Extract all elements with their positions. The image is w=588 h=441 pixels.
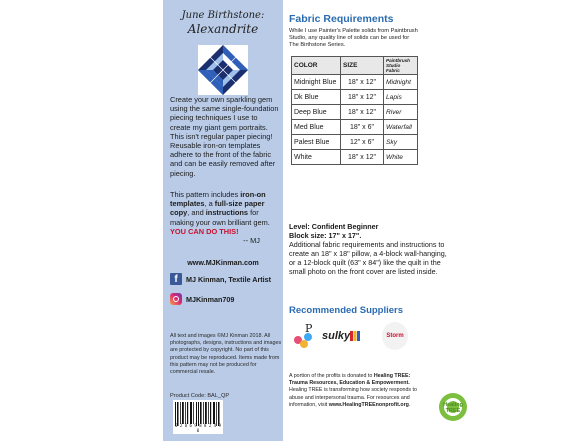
- instagram-link[interactable]: [170, 293, 234, 305]
- cell-color: White: [292, 150, 341, 165]
- iron-on-text: iron-on templates: [170, 190, 266, 209]
- pattern-includes-paragraph: [170, 190, 280, 245]
- cell-fabric: White: [384, 150, 418, 165]
- donation-body: Healing TREE is transforming how society responds to abuse and interpersonal trauma. For resources and information, visit: [289, 387, 417, 408]
- cell-color: Med Blue: [292, 120, 341, 135]
- instructions-text: instructions: [205, 208, 249, 218]
- intro-paragraph: Create your own sparkling gem using the same single-foundation piecing techniques I use to create my giant gem portraits. This isn't regular paper piecing! Reusable iron-on templates adhere to the front of the fabric and can be easily removed after piecing.: [170, 95, 279, 178]
- cell-color: Midnight Blue: [292, 75, 341, 90]
- level-text: Level: Confident Beginner: [289, 222, 379, 231]
- sulky-label: sulky: [322, 330, 351, 342]
- donation-text: [289, 373, 424, 409]
- donation-url[interactable]: www.HealingTREEnonprofit.org: [328, 401, 409, 408]
- level-block: [289, 222, 449, 276]
- cell-fabric: Sky: [384, 135, 418, 150]
- copyright-text: All text and images ©MJ Kinman 2018. All photographs, designs, instructions and images are protected by copyright. No part of this product may be reproduced. Items made from this pattern may not be produced for commercial resale.: [170, 333, 282, 376]
- storm-label: Storm: [386, 333, 404, 339]
- cell-fabric: Lapis: [384, 90, 418, 105]
- suppliers-title: Recommended Suppliers: [289, 305, 404, 316]
- for-text: for making your own brilliant gem.: [170, 208, 270, 227]
- cell-color: Palest Blue: [292, 135, 341, 150]
- signature: -- MJ: [243, 236, 260, 246]
- facebook-link[interactable]: [170, 273, 271, 285]
- cell-size: 18" x 12": [341, 105, 384, 120]
- tree-word: TREE: [445, 408, 461, 414]
- cell-color: Deep Blue: [292, 105, 341, 120]
- comma-text: , a: [204, 199, 215, 209]
- sulky-logo[interactable]: [322, 322, 362, 350]
- right-panel: [283, 0, 588, 441]
- and-text: , and: [187, 208, 206, 218]
- paintbrush-studio-logo[interactable]: [289, 322, 317, 350]
- title-line-2: Alexandrite: [187, 22, 259, 36]
- table-row: [292, 150, 418, 165]
- website-link[interactable]: www.MJKinman.com: [187, 258, 259, 267]
- title-line-1: June Birthstone:: [181, 10, 265, 21]
- facebook-label: MJ Kinman, Textile Artist: [186, 274, 272, 284]
- healing-tree-wordmark: [435, 402, 471, 414]
- cell-size: 18" x 12": [341, 150, 384, 165]
- instagram-label: MJKinman709: [186, 294, 235, 304]
- pattern-lead: This pattern includes: [170, 190, 241, 199]
- cell-size: 18" x 6": [341, 120, 384, 135]
- storm-logo[interactable]: [382, 322, 408, 350]
- donation-lead: A portion of the profits is donated to: [289, 373, 374, 379]
- header-paintbrush: Paintbrush Studio Fabric: [384, 57, 418, 75]
- table-header-row: [292, 57, 418, 75]
- svg-text:P: P: [305, 322, 313, 335]
- product-code: Product Code: BAL_QP: [170, 393, 230, 399]
- table-row: [292, 90, 418, 105]
- additional-text: Additional fabric requirements and instructions to create an 18" x 18" pillow, a 4-block wall-hanging, or a 12-block quilt (63" x 84") like the quilt in the small photo on the front cover are listed inside.: [289, 240, 447, 276]
- cell-fabric: River: [384, 105, 418, 120]
- cell-color: Dk Blue: [292, 90, 341, 105]
- table-row: [292, 135, 418, 150]
- healing-word: Healing: [443, 402, 463, 408]
- block-size-text: Block size: 17" x 17".: [289, 231, 362, 240]
- cell-fabric: Midnight: [384, 75, 418, 90]
- left-panel: [163, 0, 283, 441]
- fabric-table: [291, 56, 418, 165]
- donation-end: .: [408, 401, 411, 408]
- barcode: [173, 400, 223, 434]
- header-color: COLOR: [292, 57, 341, 75]
- cell-fabric: Waterfall: [384, 120, 418, 135]
- table-row: [292, 120, 418, 135]
- cell-size: 18" x 12": [341, 90, 384, 105]
- sulky-spools-icon: [350, 329, 360, 343]
- suppliers-logos: [289, 322, 459, 350]
- barcode-number: 0 2 8 6 9 8 8 2 4 9 0: [175, 423, 221, 433]
- fabric-requirements-title: Fabric Requirements: [289, 13, 394, 25]
- donation-org: Healing TREE: Trauma Resources, Education & Empowerment.: [289, 373, 411, 387]
- header-size: SIZE: [341, 57, 384, 75]
- cell-size: 18" x 12": [341, 75, 384, 90]
- cell-size: 12" x 6": [341, 135, 384, 150]
- table-row: [292, 105, 418, 120]
- you-can-do-this: YOU CAN DO THIS!: [170, 226, 239, 236]
- instagram-icon: [170, 293, 182, 305]
- facebook-icon: f: [170, 273, 182, 285]
- full-size-text: full-size paper copy: [170, 199, 265, 218]
- fabric-intro: While I use Painter's Palette solids from Paintbrush Studio, any quality line of solids can be used for The Birthstone Series.: [289, 28, 418, 49]
- healing-tree-logo: [435, 392, 471, 434]
- table-row: [292, 75, 418, 90]
